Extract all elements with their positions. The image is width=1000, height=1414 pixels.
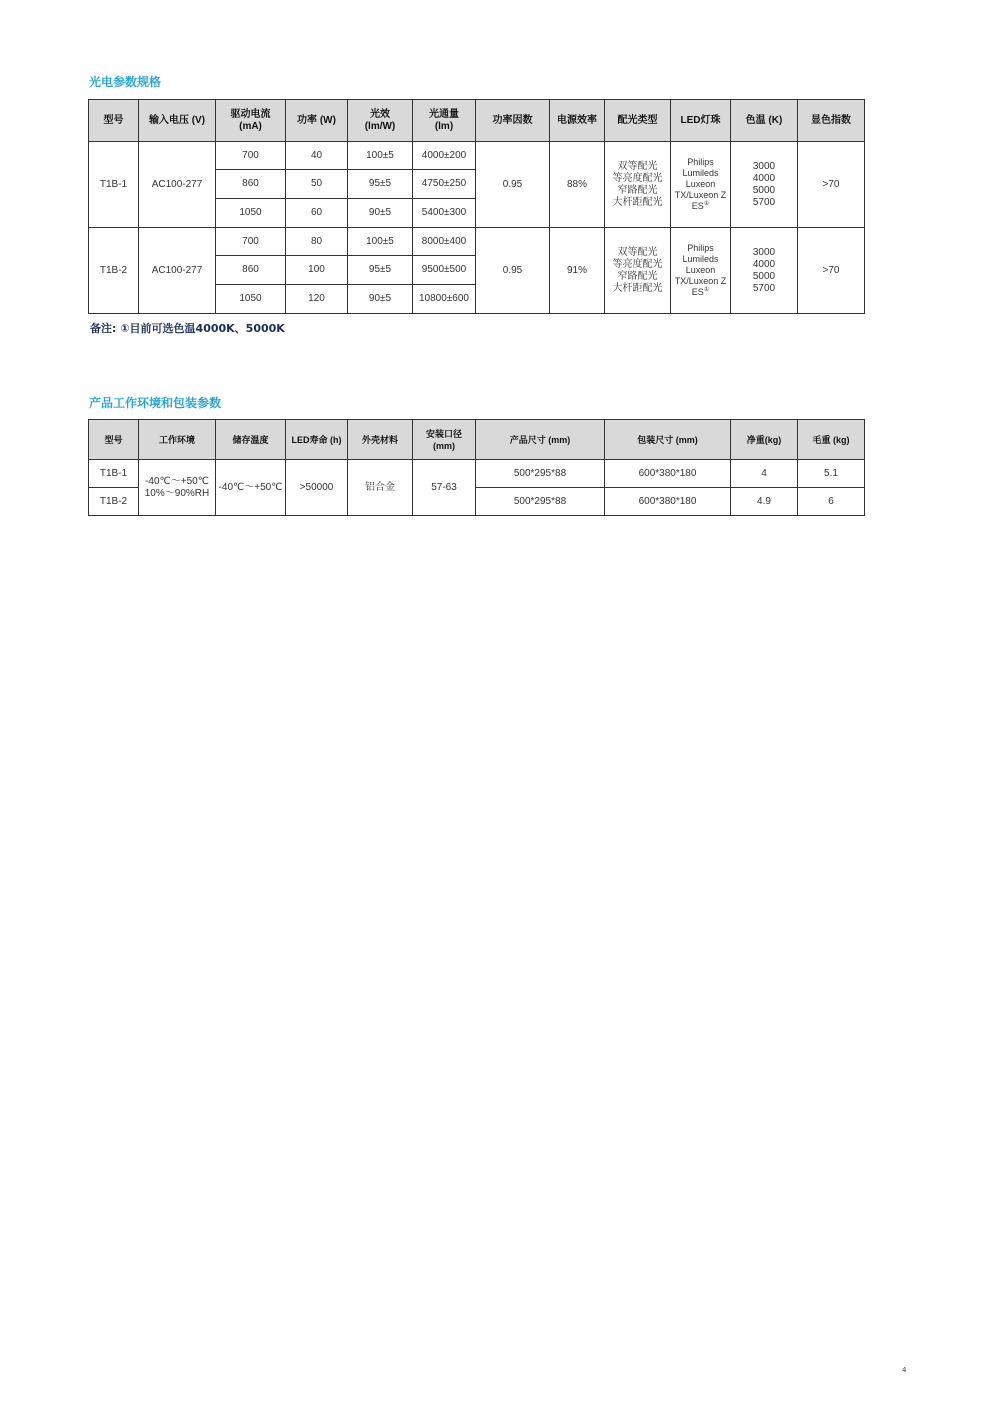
- flux-cell: 8000±400: [413, 228, 476, 256]
- header-cell: 储存温度: [216, 420, 286, 460]
- efficiency-cell: 88%: [550, 142, 605, 228]
- efficacy-cell: 95±5: [348, 170, 413, 199]
- cct-cell: 3000 4000 5000 5700: [731, 142, 798, 228]
- cct-cell: 3000 4000 5000 5700: [731, 228, 798, 314]
- environment-header-row: [89, 420, 865, 460]
- model-cell: T1B-2: [89, 228, 139, 314]
- optical-spec-table: [88, 99, 865, 314]
- header-cell: 产品尺寸 (mm): [476, 420, 605, 460]
- optical-header-row: [89, 100, 865, 142]
- header-cell: 输入电压 (V): [139, 100, 216, 142]
- current-cell: 700: [216, 142, 286, 170]
- package-size-cell: 600*380*180: [605, 460, 731, 488]
- current-cell: 700: [216, 228, 286, 256]
- header-cell: LED寿命 (h): [286, 420, 348, 460]
- efficacy-cell: 90±5: [348, 199, 413, 228]
- net-weight-cell: 4.9: [731, 488, 798, 516]
- voltage-cell: AC100-277: [139, 142, 216, 228]
- cri-cell: >70: [798, 142, 865, 228]
- pf-cell: 0.95: [476, 142, 550, 228]
- flux-cell: 10800±600: [413, 285, 476, 314]
- led-cell: [671, 142, 731, 228]
- power-cell: 60: [286, 199, 348, 228]
- header-cell: 光通量 (lm): [413, 100, 476, 142]
- header-cell: 电源效率: [550, 100, 605, 142]
- life-cell: >50000: [286, 460, 348, 516]
- led-cell: [671, 228, 731, 314]
- header-cell: 功率 (W): [286, 100, 348, 142]
- table-row: [89, 142, 865, 170]
- header-cell: 包装尺寸 (mm): [605, 420, 731, 460]
- page-number: 4: [902, 1366, 907, 1374]
- header-cell: 安装口径 (mm): [413, 420, 476, 460]
- model-cell: T1B-2: [89, 488, 139, 516]
- flux-cell: 5400±300: [413, 199, 476, 228]
- environment-cell: -40℃～+50℃ 10%～90%RH: [139, 460, 216, 516]
- gross-weight-cell: 5.1: [798, 460, 865, 488]
- power-cell: 100: [286, 256, 348, 285]
- header-cell: 外壳材料: [348, 420, 413, 460]
- header-cell: 驱动电流 (mA): [216, 100, 286, 142]
- header-cell: 型号: [89, 420, 139, 460]
- header-cell: 配光类型: [605, 100, 671, 142]
- net-weight-cell: 4: [731, 460, 798, 488]
- pf-cell: 0.95: [476, 228, 550, 314]
- efficacy-cell: 100±5: [348, 228, 413, 256]
- package-size-cell: 600*380*180: [605, 488, 731, 516]
- led-text: Philips Lumileds Luxeon TX/Luxeon Z ES: [674, 157, 727, 211]
- power-cell: 50: [286, 170, 348, 199]
- power-cell: 40: [286, 142, 348, 170]
- section-title-environment: 产品工作环境和包装参数: [89, 396, 222, 410]
- efficacy-cell: 100±5: [348, 142, 413, 170]
- efficacy-cell: 90±5: [348, 285, 413, 314]
- gross-weight-cell: 6: [798, 488, 865, 516]
- storage-cell: -40℃～+50℃: [216, 460, 286, 516]
- header-cell: 工作环境: [139, 420, 216, 460]
- voltage-cell: AC100-277: [139, 228, 216, 314]
- distribution-cell: 双等配光 等亮度配光 窄路配光 大杆距配光: [605, 228, 671, 314]
- flux-cell: 9500±500: [413, 256, 476, 285]
- current-cell: 1050: [216, 199, 286, 228]
- efficacy-cell: 95±5: [348, 256, 413, 285]
- flux-cell: 4000±200: [413, 142, 476, 170]
- power-cell: 80: [286, 228, 348, 256]
- model-cell: T1B-1: [89, 460, 139, 488]
- header-cell: 功率因数: [476, 100, 550, 142]
- header-cell: 光效 (lm/W): [348, 100, 413, 142]
- product-size-cell: 500*295*88: [476, 488, 605, 516]
- current-cell: 860: [216, 256, 286, 285]
- model-cell: T1B-1: [89, 142, 139, 228]
- flux-cell: 4750±250: [413, 170, 476, 199]
- footnote: 备注: ①目前可选色温4000K、5000K: [90, 322, 285, 335]
- current-cell: 1050: [216, 285, 286, 314]
- product-size-cell: 500*295*88: [476, 460, 605, 488]
- mount-cell: 57-63: [413, 460, 476, 516]
- section-title-optical: 光电参数规格: [89, 75, 162, 89]
- distribution-cell: 双等配光 等亮度配光 窄路配光 大杆距配光: [605, 142, 671, 228]
- power-cell: 120: [286, 285, 348, 314]
- header-cell: 毛重 (kg): [798, 420, 865, 460]
- cri-cell: >70: [798, 228, 865, 314]
- environment-spec-table: [88, 419, 865, 516]
- footnote-mark: ①: [703, 201, 710, 207]
- header-cell: 色温 (K): [731, 100, 798, 142]
- header-cell: 净重(kg): [731, 420, 798, 460]
- current-cell: 860: [216, 170, 286, 199]
- footnote-mark: ①: [703, 287, 710, 293]
- header-cell: 显色指数: [798, 100, 865, 142]
- header-cell: LED灯珠: [671, 100, 731, 142]
- table-row: [89, 228, 865, 256]
- header-cell: 型号: [89, 100, 139, 142]
- table-row: [89, 460, 865, 488]
- efficiency-cell: 91%: [550, 228, 605, 314]
- material-cell: 铝合金: [348, 460, 413, 516]
- led-text: Philips Lumileds Luxeon TX/Luxeon Z ES: [674, 243, 727, 297]
